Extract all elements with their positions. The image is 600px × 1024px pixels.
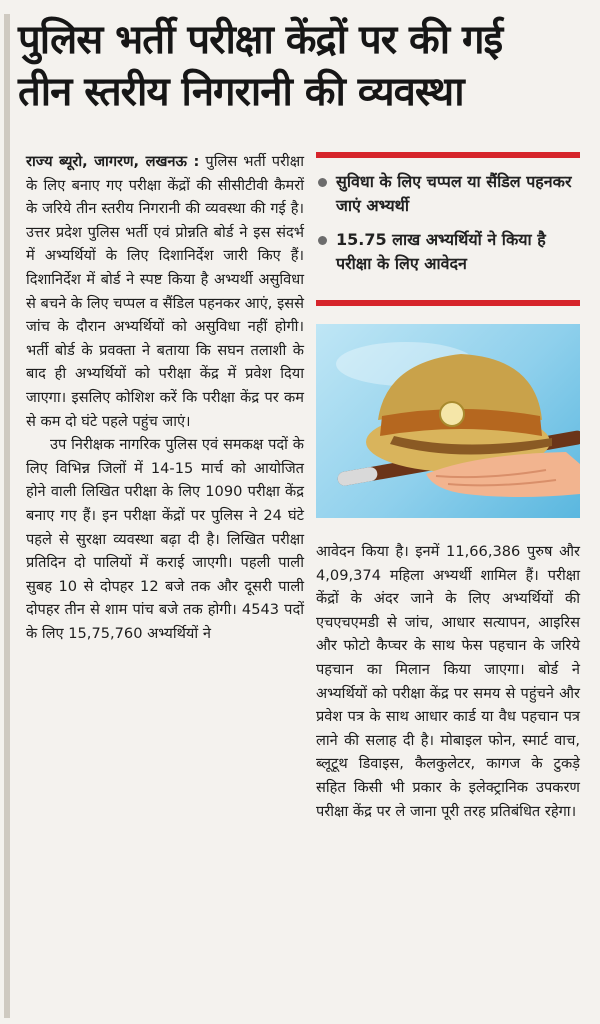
- highlights-box: [316, 170, 580, 286]
- headline-line-1: पुलिस भर्ती परीक्षा केंद्रों पर की गई: [18, 17, 503, 63]
- bullet-icon: [318, 178, 327, 187]
- headline: [18, 14, 588, 118]
- left-margin-rule: [4, 14, 10, 1018]
- article-continuation: आवेदन किया है। इनमें 11,66,386 पुरुष और 4,09,374 महिला अभ्यर्थी शामिल हैं। परीक्षा केंद्रों के अंदर जाने के लिए अभ्यर्थियों की एचएचएमडी से जांच, आधार सत्यापन, आइरिस और फोटो कैप्चर के साथ फेस पहचान के जरिये पहचान का मिलान किया जाएगा। बोर्ड ने अभ्यर्थियों को परीक्षा केंद्र पर समय से पहुंचने और प्रवेश पत्र के साथ आधार कार्ड या वैध पहचान पत्र लाने की सलाह दी है। मोबाइल फोन, स्मार्ट वाच, ब्लूटूथ डिवाइस, कैलकुलेटर, कागज के टुकड़े सहित किसी भी प्रकार के इलेक्ट्रानिक उपकरण परीक्षा केंद्र पर ले जाना पूरी तरह प्रतिबंधित रहेगा।: [316, 543, 580, 820]
- police-cap-in-hand-illustration: [316, 324, 580, 518]
- highlight-item: [316, 228, 580, 276]
- byline: राज्य ब्यूरो, जागरण, लखनऊ :: [26, 153, 200, 170]
- highlight-text: 15.75 लाख अभ्यर्थियों ने किया है परीक्षा के लिए आवेदन: [336, 230, 546, 273]
- highlight-top-rule: [316, 152, 580, 158]
- bullet-icon: [318, 236, 327, 245]
- headline-line-2: तीन स्तरीय निगरानी की व्यवस्था: [18, 69, 464, 115]
- highlight-bottom-rule: [316, 300, 580, 306]
- article-left-column: [26, 150, 304, 645]
- article-paragraph-2: उप निरीक्षक नागरिक पुलिस एवं समकक्ष पदों के लिए विभिन्न जिलों में 14-15 मार्च को आयोजित होने वाली लिखित परीक्षा के लिए 1090 परीक्षा केंद्र बनाए गए हैं। इन परीक्षा केंद्रों पर पुलिस ने 24 घंटे पहले से सुरक्षा व्यवस्था बढ़ा दी है। लिखित परीक्षा प्रतिदिन दो पालियों में कराई जाएगी। पहली पाली सुबह 10 से दोपहर 12 बजे तक और दूसरी पाली दोपहर तीन से शाम पांच बजे तक होगी। 4543 पदों के लिए 15,75,760 अभ्यर्थियों ने: [26, 436, 304, 642]
- police-cap-icon: [316, 324, 580, 518]
- article-paragraph-1: [26, 150, 304, 433]
- highlight-item: [316, 170, 580, 218]
- highlight-text: सुविधा के लिए चप्पल या सैंडिल पहनकर जाएं अभ्यर्थी: [336, 172, 572, 215]
- article-right-column: [316, 540, 580, 823]
- paragraph-1-text: पुलिस भर्ती परीक्षा के लिए बनाए गए परीक्षा केंद्रों की सीसीटीवी कैमरों के जरिये तीन स्तरीय निगरानी की व्यवस्था की गई है। उत्तर प्रदेश पुलिस भर्ती एवं प्रोन्नति बोर्ड ने इस संदर्भ में अभ्यर्थियों के लिए दिशानिर्देश जारी किए हैं। दिशानिर्देश में बोर्ड ने स्पष्ट किया है अभ्यर्थी असुविधा से बचने के लिए चप्पल व सैंडिल पहनकर आएं, इससे जांच के दौरान अभ्यर्थियों को असुविधा नहीं होगी। भर्ती बोर्ड के प्रवक्ता ने बताया कि सघन तलाशी के बाद ही अभ्यर्थियों को परीक्षा केंद्र में प्रवेश दिया जाएगा। इसलिए कोशिश करें कि परीक्षा केंद्र पर कम से कम दो घंटे पहले पहुंच जाएं।: [26, 153, 304, 430]
